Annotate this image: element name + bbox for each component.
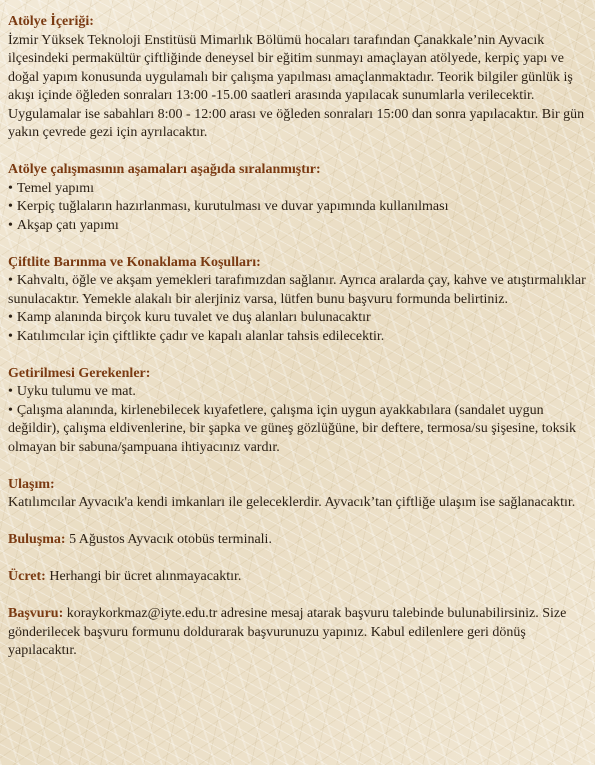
bullet-icon: •	[8, 199, 13, 214]
heading-transport: Ulaşım:	[8, 476, 55, 492]
list-item: • Katılımcılar için çiftlikte çadır ve kapalı alanlar tahsis edilecektir.	[8, 328, 385, 344]
bullet-icon: •	[8, 384, 13, 399]
bullet-icon: •	[8, 328, 13, 344]
section-transport	[8, 476, 592, 513]
list-item: • Uyku tulumu ve mat.	[8, 384, 136, 399]
bullet-icon: •	[8, 273, 13, 288]
list-item: • Kahvaltı, öğle ve akşam yemekleri tarafımızdan sağlanır. Ayrıca aralarda çay, kahve ve atıştırmalıklar sunulacaktır. Yemekle alakalı bir alerjiniz varsa, lütfen bunu başvuru formunda belirtiniz.	[8, 273, 586, 307]
stages-list	[8, 180, 592, 236]
section-stages	[8, 161, 592, 235]
heading-workshop-content: Atölye İçeriği:	[8, 14, 94, 29]
heading-accommodation: Çiftlite Barınma ve Konaklama Koşulları:	[8, 254, 261, 270]
intro-paragraph: İzmir Yüksek Teknoloji Enstitüsü Mimarlık Bölümü hocaları tarafından Çanakkale’nin Ayvacık ilçesindeki permakültür çiftliğinde deneysel bir eğitim sunmayı amaçlayan atölyede, kerpiç yapı ve doğal yapım konusunda uygulamalı bir çalışma yapılması amaçlanmaktadır. Teorik bilgiler günlük iş akışı içinde öğleden sonraları 13:00 -15.00 saatleri arasında yapılacak sunumlarla verilecektir. Uygulamalar ise sabahları 8:00 - 12:00 arası ve öğleden sonraları 15:00 dan sonra yapılacaktır. Bir gün yakın çevrede gezi için ayrılacaktır.	[8, 32, 585, 140]
bullet-icon: •	[8, 310, 13, 325]
section-accommodation	[8, 254, 592, 347]
fee-text: Herhangi bir ücret alınmayacaktır.	[49, 569, 242, 584]
list-item: • Çalışma alanında, kirlenebilecek kıyafetlere, çalışma için uygun ayakkabılara (sandalet uygun değildir), çalışma eldivenlerine, bir şapka ve güneş gözlüğüne, bir deftere, termosa/su şişesine, toksik olmayan bir sabuna/şampuana ihtiyacınız vardır.	[8, 402, 577, 455]
section-fee	[8, 568, 592, 587]
fee-label: Ücret:	[8, 569, 46, 584]
bring-list	[8, 383, 592, 457]
application-text: koraykorkmaz@iyte.edu.tr adresine mesaj atarak başvuru talebinde bulunabilirsiniz. Size gönderilecek başvuru formunu doldurarak başvurunuzu yapınız. Kabul edilenlere geri dönüş yapılacaktır.	[8, 606, 567, 658]
section-workshop-content	[8, 13, 592, 143]
accommodation-list	[8, 272, 592, 346]
bullet-icon: •	[8, 180, 13, 196]
application-label: Başvuru:	[8, 606, 64, 621]
list-item: • Kamp alanında birçok kuru tuvalet ve duş alanları bulunacaktır	[8, 310, 371, 325]
bullet-icon: •	[8, 402, 13, 418]
section-application	[8, 605, 592, 661]
meeting-text: 5 Ağustos Ayvacık otobüs terminali.	[69, 532, 272, 547]
transport-text: Katılımcılar Ayvacık'a kendi imkanları ile geleceklerdir. Ayvacık’tan çiftliğe ulaşım ise sağlanacaktır.	[8, 495, 576, 510]
section-bring	[8, 365, 592, 458]
list-item: • Akşap çatı yapımı	[8, 217, 119, 233]
section-meeting	[8, 531, 592, 550]
heading-bring: Getirilmesi Gerekenler:	[8, 365, 151, 381]
workshop-document	[8, 13, 592, 679]
meeting-label: Buluşma:	[8, 532, 66, 547]
list-item: • Temel yapımı	[8, 180, 95, 196]
list-item: • Kerpiç tuğlaların hazırlanması, kurutulması ve duvar yapımında kullanılması	[8, 199, 449, 214]
bullet-icon: •	[8, 217, 13, 233]
heading-stages: Atölye çalışmasının aşamaları aşağıda sıralanmıştır:	[8, 162, 321, 177]
